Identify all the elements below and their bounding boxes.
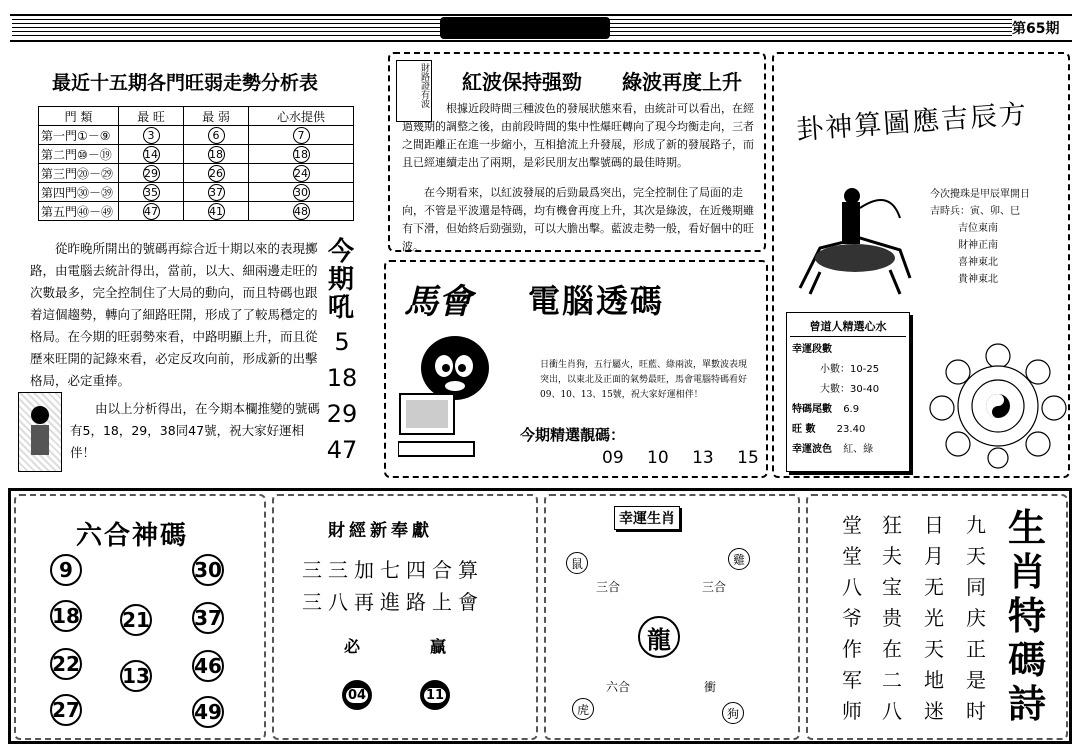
jinqi-number: 47: [326, 436, 358, 464]
info-line: 吉位東南: [958, 223, 998, 234]
max-value: 14: [144, 147, 158, 161]
table-row: [39, 164, 354, 183]
number-ball: 46: [192, 650, 224, 682]
xinshui-key: 幸運段數: [792, 344, 832, 355]
row-name: 第五門: [41, 204, 78, 219]
trend-table-header: [39, 107, 354, 126]
zodiac-tiger: 虎: [572, 698, 594, 720]
poem-column: 狂 夫 宝 贵 在 二 八: [882, 513, 902, 723]
computer-title-1: 馬會: [404, 282, 472, 322]
table-row: [39, 126, 354, 145]
caijing-bi: 必: [344, 637, 361, 656]
info-line: 今次攪珠是甲辰單開日: [930, 189, 1030, 200]
number-ball: 21: [120, 604, 152, 636]
tip-value: 7: [293, 127, 310, 144]
min-value: 26: [209, 166, 223, 180]
wave-badge: 財路證有波: [396, 60, 432, 122]
shensuan-calligraphy: 卦神算圖應吉辰方: [795, 98, 1030, 147]
min-value: 6: [208, 127, 225, 144]
jinqi-label: [326, 238, 356, 322]
tip-value: 48: [294, 204, 308, 218]
col-header: 最 旺: [119, 107, 184, 126]
poem-column: 日 月 无 光 天 地 迷: [924, 513, 944, 723]
tip-value: 30: [294, 185, 308, 199]
computer-pick-label: 今期精選靚碼：: [520, 426, 626, 444]
xinshui-value: 紅、綠: [843, 444, 874, 455]
info-line: 貴神東北: [958, 274, 998, 285]
poem-column: 九 天 同 庆 正 是 时: [966, 513, 986, 723]
jinqi-char: 今: [327, 237, 354, 267]
xinshui-line: [792, 400, 908, 420]
info-line: 財神正南: [958, 240, 998, 251]
xinshui-line: [792, 340, 908, 360]
wave-headline-1: 紅波保持强勁: [462, 70, 582, 94]
zodiac-dog: 狗: [722, 702, 744, 724]
number-ball: 18: [50, 600, 82, 632]
table-row: [39, 183, 354, 202]
jinqi-char: 期: [327, 265, 354, 295]
table-row: [39, 145, 354, 164]
max-value: 29: [144, 166, 158, 180]
deity-icon: [19, 393, 61, 471]
max-value: 35: [144, 185, 158, 199]
pick-number: 10: [647, 448, 669, 468]
number-ball: 37: [192, 602, 224, 634]
min-value: 18: [209, 147, 223, 161]
wave-headline-2: 綠波再度上升: [622, 70, 742, 94]
row-range: ⑳－㉙: [77, 166, 114, 181]
number-ball: 49: [192, 696, 224, 728]
header-banner: [440, 17, 610, 39]
zodiac-dragon: 龍: [638, 616, 680, 658]
table-row: [39, 202, 354, 221]
info-line: 喜神東北: [958, 257, 998, 268]
jinqi-numbers: [322, 324, 362, 468]
ball-number: 11: [425, 687, 445, 703]
xinshui-title: 曾道人精選心水: [790, 318, 906, 337]
max-value: 3: [143, 127, 160, 144]
max-value: 47: [144, 204, 158, 218]
relation-label: 六合: [606, 680, 631, 694]
jinqi-number: 5: [334, 328, 350, 356]
number-ball: 13: [120, 660, 152, 692]
number-ball: 27: [50, 694, 82, 726]
xinshui-value: 6.9: [843, 404, 860, 415]
black-number-ball: [420, 680, 450, 710]
min-value: 37: [209, 185, 223, 199]
row-range: ①－⑨: [77, 128, 111, 143]
xinshui-lines: [792, 340, 908, 460]
tip-value: 18: [294, 147, 308, 161]
xinshui-value: 23.40: [836, 424, 866, 435]
deity-image: [18, 392, 62, 472]
wave-paragraph-1: 根據近段時間三種波色的發展狀態來看，由統計可以看出，在經過幾期的調整之後，由前段時間的集中性爆旺轉向了現今均衡走向，三者之間距離正在進一步縮小，互相搶流上升發展，形成了新的發展路子，而且已經連續走出了兩期，是彩民朋友出擊號碼的最佳時期。: [402, 102, 754, 169]
poem-column: 堂 堂 八 爷 作 军 师: [842, 513, 862, 723]
poem-title: 生肖特碼詩: [1007, 505, 1046, 726]
jinqi-char: 吼: [327, 293, 354, 323]
caijing-title: 財經新奉獻: [328, 521, 433, 541]
xinshui-key: 旺 數: [792, 424, 816, 435]
shensuan-info: [930, 186, 1062, 288]
computer-title-2: 電腦透碼: [528, 282, 665, 320]
row-name: 第四門: [41, 185, 78, 200]
issue-number: 第65期: [1012, 18, 1059, 38]
caijing-line-2: 三八再進路上會: [302, 590, 484, 614]
jinqi-number: 29: [326, 400, 358, 428]
row-range: ⑩－⑲: [77, 147, 112, 162]
row-range: ㉚－㊴: [77, 185, 114, 200]
row-name: 第一門: [41, 128, 78, 143]
trend-conclusion: 由以上分析得出，在今期本欄推變的號碼有5，18，29，38同47號，祝大家好運相伴！: [70, 401, 321, 460]
number-ball: 30: [192, 554, 224, 586]
col-header: 最 弱: [184, 107, 249, 126]
trend-analysis-text: 從昨晚所開出的號碼再綜合近十期以來的表現擲路，由電腦去統計得出，當前，以大、細兩邊走旺的次數最多，完全控制住了大局的動向，而且特碼也跟着這個趨勢，轉向了細路旺開，形成了了較馬穩定的格局。在今期的旺弱勢來看，中路明顯上升，而且從歷來旺開的記錄來看，必定反攻向前，形成新的出擊格局，必定重捧。: [30, 241, 318, 388]
xingyun-title: 幸運生肖: [614, 506, 680, 530]
info-line: 吉時兵：寅、卯、巳: [930, 206, 1020, 217]
pick-number: 09: [602, 448, 624, 468]
computer-text: 日衝生肖狗，五行屬火，旺藍、綠兩波，單數波表現突出，以東北及正面的氣勢最旺，馬會電腦特碼看好09、10、13、15號，祝大家好運相伴！: [540, 360, 748, 400]
computer-icon: [398, 392, 478, 462]
computer-picks: [602, 448, 759, 468]
tip-value: 24: [294, 166, 308, 180]
row-range: ㊵－㊾: [77, 204, 114, 219]
col-header: 心水提供: [249, 107, 354, 126]
trend-table: [38, 106, 354, 221]
zodiac-rat: 鼠: [566, 552, 588, 574]
col-header: 門 類: [39, 107, 119, 126]
zodiac-rooster: 雞: [728, 548, 750, 570]
relation-label: 三合: [702, 580, 727, 594]
number-ball: 9: [50, 554, 82, 586]
xinshui-line: [792, 440, 908, 460]
ball-number: 04: [347, 687, 367, 703]
caijing-line-1: 三三加七四合算: [302, 558, 484, 582]
black-number-ball: [342, 680, 372, 710]
xinshui-line: [792, 420, 908, 440]
jinqi-number: 18: [326, 364, 358, 392]
wave-paragraph-2: 在今期看來，以紅波發展的后勁最爲突出，完全控制住了局面的走向，不管是平波還是特碼，均有機會再度上升，其次是綠波，在近幾期雖有下滑，但始終后勁强勁，可以大膽出擊。藍波走勢一般，看好個中的旺波。: [402, 186, 754, 253]
row-name: 第三門: [41, 166, 78, 181]
pick-number: 15: [737, 448, 759, 468]
pick-number: 13: [692, 448, 714, 468]
liuhe-title: 六合神碼: [76, 521, 189, 551]
row-name: 第二門: [41, 147, 78, 162]
xinshui-line: 大數：30-40: [820, 384, 880, 395]
trend-title: 最近十五期各門旺弱走勢分析表: [52, 72, 319, 94]
number-ball: 22: [50, 648, 82, 680]
horse-rider-illustration: [790, 178, 920, 298]
min-value: 41: [209, 204, 223, 218]
bagua-compass-icon: [928, 340, 1068, 470]
caijing-ying: 贏: [430, 637, 447, 656]
relation-label: 衝: [704, 680, 717, 694]
relation-label: 三合: [596, 580, 621, 594]
xinshui-key: 特碼尾數: [792, 404, 832, 415]
xinshui-line: 小數：10-25: [820, 364, 880, 375]
xinshui-key: 幸運波色: [792, 444, 832, 455]
